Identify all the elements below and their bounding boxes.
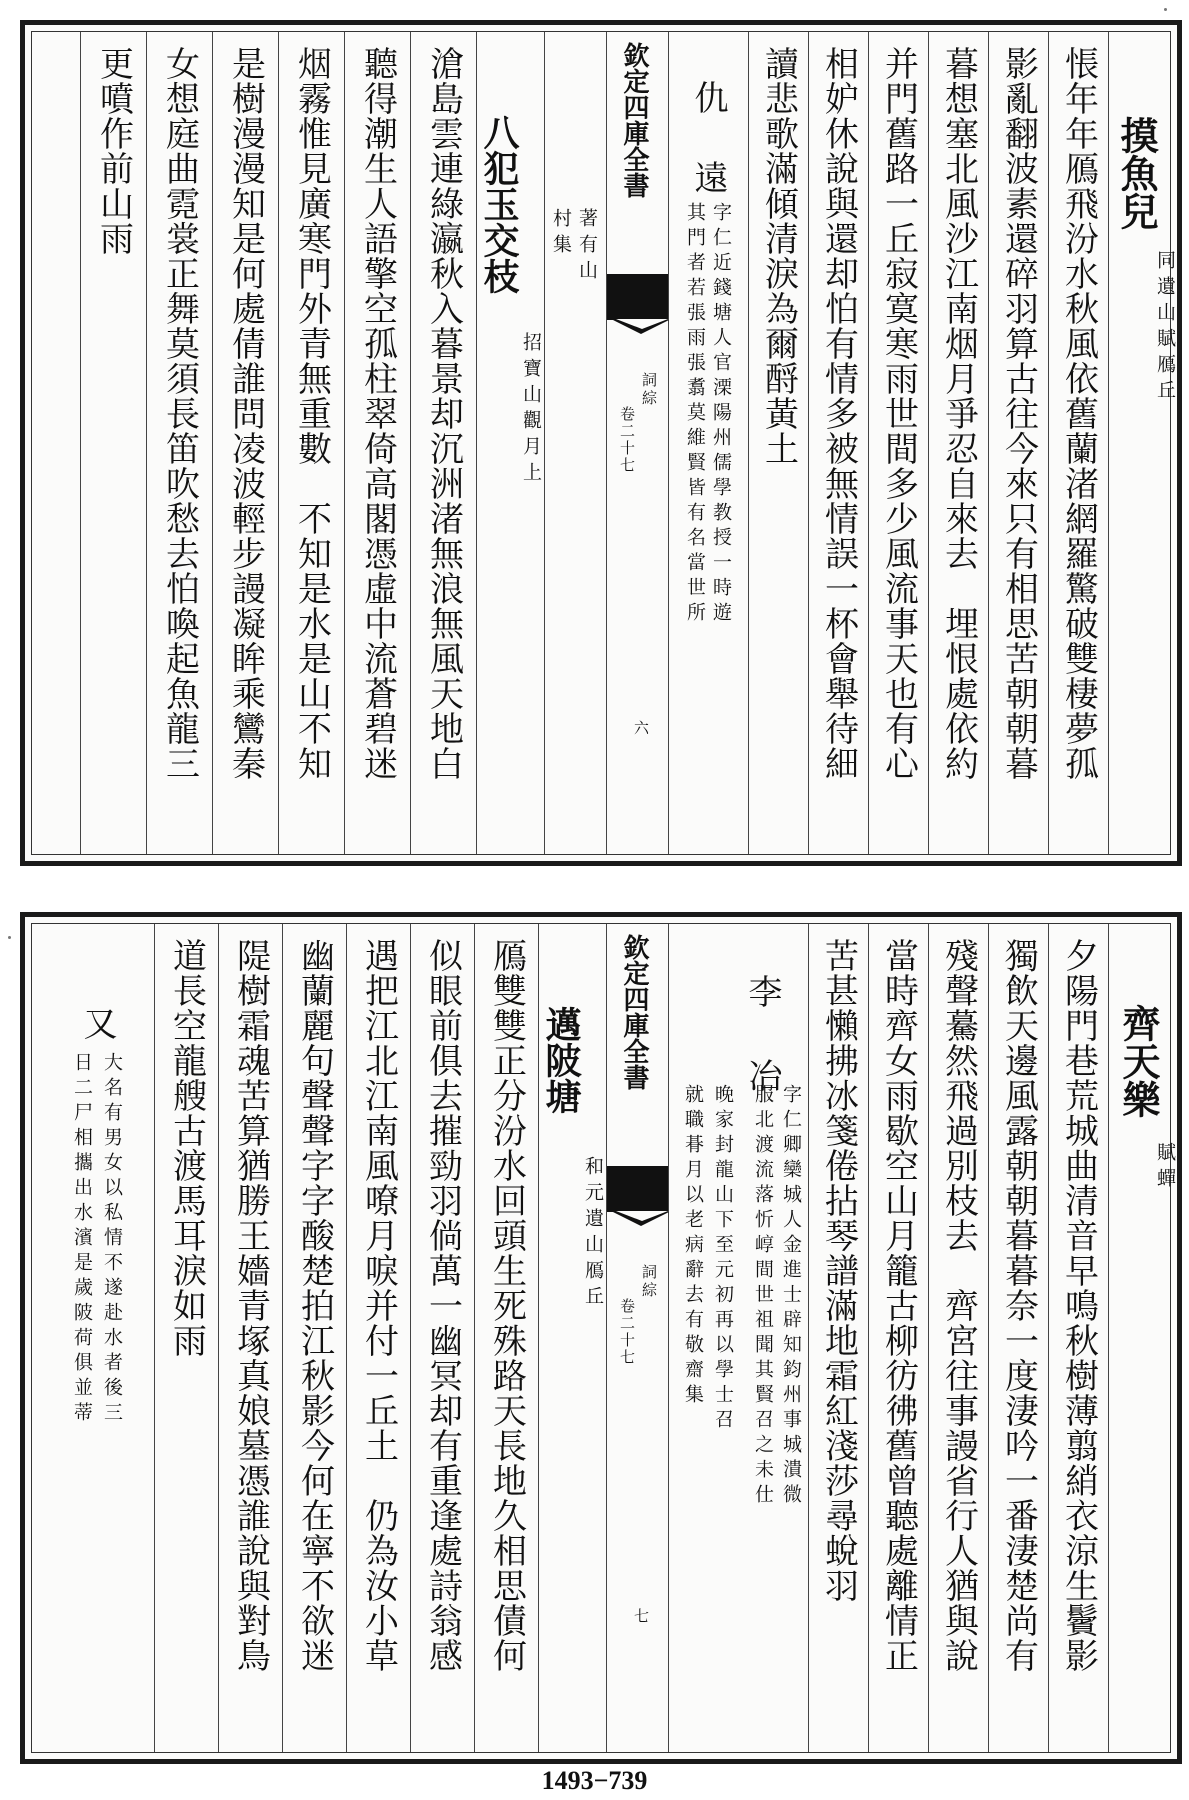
poem-line [928,32,988,854]
poem-line-text: 讀悲歌滿傾清淚為爾酹黃土 [758,46,799,466]
title-column [476,32,544,854]
book-title: 欽定四庫全書 [619,42,649,198]
poem-line-text: 隄樹霜魂苦算猶勝王嬙青塚真娘墓憑誰說與對鳥 [230,938,271,1673]
author-name: 仇 遠 [688,80,728,200]
top-page-frame [31,31,1176,855]
poem-line [146,32,212,854]
fish-tail-mark [607,1166,668,1212]
collection-column [544,32,606,854]
poem-line [218,924,282,1752]
poem-title: 八犯玉交枝 [478,114,520,294]
poem-line-text: 幽蘭麗句聲聲字字酸楚拍江秋影今何在寧不欲迷 [294,938,335,1673]
scan-speck [1164,8,1167,11]
poem-line-text: 烟霧惟見廣寒門外青無重數 不知是水是山不知 [291,46,332,781]
poem-line-text: 殘聲驀然飛過別枝去 齊宮往事謾省行人猶與說 [938,938,979,1673]
poem-line [278,32,344,854]
leaf-number: 七 [632,1608,650,1623]
scan-speck [8,936,11,939]
top-page [20,20,1182,866]
bottom-page [20,912,1182,1764]
author-column [668,32,748,854]
author-bio: 就職朞月以老病辭去有敬齋集 [682,1084,704,1409]
center-strip [606,924,668,1752]
bottom-page-frame [31,923,1176,1753]
fish-tail-mark [607,274,668,320]
poem-line [80,32,146,854]
poem-line-text: 獨飲天邊風露朝朝暮暮奈一度淒吟一番淒楚尚有 [998,938,1039,1673]
section-name: 詞綜 [640,372,658,408]
poem-line [988,924,1048,1752]
poem-line-text: 暮想塞北風沙江南烟月爭忍自來去 埋恨處依約 [938,46,979,781]
center-strip [606,32,668,854]
author-bio: 字仁近錢塘人官溧陽州儒學教授一時遊 [710,202,732,627]
poem-line-text: 影亂翻波素還碎羽算古往今來只有相思苦朝朝暮 [998,46,1039,781]
title-column [1108,32,1180,854]
postnote-marker: 又 [77,1006,117,1040]
poem-line-text: 遇把江北江南風嘹月唳并付一丘土 仍為汝小草 [358,938,399,1673]
poem-line-text: 當時齊女雨歇空山月籠古柳彷彿舊曾聽處離情正 [878,938,919,1673]
poem-line-text: 更噴作前山雨 [93,46,134,256]
poem-line [410,32,476,854]
postnote-text: 日二尸相攜出水濱是歲陂荷俱並蒂 [71,1052,93,1427]
poem-line [346,924,410,1752]
poem-title-note: 同遺山賦鴈丘 [1154,250,1176,406]
poem-line [868,32,928,854]
poem-line [1048,32,1108,854]
poem-line [868,924,928,1752]
title-column [1108,924,1180,1752]
postnote-text: 大名有男女以私情不遂赴水者後三 [101,1052,123,1427]
poem-line-text: 似眼前俱去摧勁羽倘萬一幽冥却有重逢處詩翁感 [422,938,463,1673]
author-bio: 晚家封龍山下至元初再以學士召 [712,1084,734,1434]
volume-number: 卷二十七 [618,1298,636,1366]
author-bio: 字仁卿欒城人金進士辟知鈞州事城潰微 [780,1084,802,1509]
poem-title: 邁陂塘 [540,1006,582,1114]
page-footer-number: 1493−739 [541,1766,648,1795]
author-column [668,924,808,1752]
poem-title-note: 賦蟬 [1154,1142,1176,1194]
poem-line [808,32,868,854]
poem-line-text: 聽得潮生人語擎空孤柱翠倚高閣憑虛中流蒼碧迷 [357,46,398,781]
poem-line [808,924,868,1752]
poem-line-text: 苦甚懶拂冰箋倦拈琴譜滿地霜紅淺莎尋蛻羽 [818,938,859,1603]
leaf-number: 六 [632,720,650,735]
poem-line [212,32,278,854]
author-bio: 其門者若張雨張翥莫維賢皆有名當世所 [684,202,706,627]
poem-title: 摸魚兒 [1114,116,1159,230]
poem-title: 齊天樂 [1116,1004,1161,1118]
poem-line-text: 女想庭曲霓裳正舞莫須長笛吹愁去怕喚起魚龍三 [159,46,200,781]
poem-line [410,924,474,1752]
poem-line [748,32,808,854]
book-title: 欽定四庫全書 [619,934,649,1090]
author-name: 李 冶 [742,974,782,1100]
postnote-column [32,924,154,1752]
poem-line [1048,924,1108,1752]
poem-line-text: 夕陽門巷荒城曲清音早鳴秋樹薄翦綃衣涼生鬢影 [1058,938,1099,1673]
poem-line-text: 并門舊路一丘寂寞寒雨世間多少風流事天也有心 [878,46,919,781]
section-name: 詞綜 [640,1264,658,1300]
poem-line-text: 相妒休說與還却怕有情多被無情誤一杯會舉待細 [818,46,859,781]
poem-line-text: 鴈雙雙正分汾水回頭生死殊路天長地久相思債何 [486,938,527,1673]
poem-line [154,924,218,1752]
collection-note: 村集 [550,208,572,260]
poem-title-note: 和元遺山鴈丘 [582,1156,604,1312]
poem-line-text: 悵年年鴈飛汾水秋風依舊蘭渚網羅驚破雙棲夢孤 [1058,46,1099,781]
poem-line [988,32,1048,854]
collection-note: 著有山 [576,208,598,286]
poem-line [928,924,988,1752]
poem-title-note: 招寶山觀月上 [520,332,542,488]
poem-line-text: 滄島雲連綠瀛秋入暮景却沉洲渚無浪無風天地白 [423,46,464,781]
volume-number: 卷二十七 [618,406,636,474]
poem-line-text: 是樹漫漫知是何處倩誰問凌波輕步謾凝眸乘鸞秦 [225,46,266,781]
title-column [538,924,606,1752]
poem-line [344,32,410,854]
author-bio: 服北渡流落忻崞間世祖聞其賢召之未仕 [752,1084,774,1509]
poem-line [282,924,346,1752]
poem-line-text: 道長空龍艘古渡馬耳淚如雨 [166,938,207,1358]
poem-line [474,924,538,1752]
